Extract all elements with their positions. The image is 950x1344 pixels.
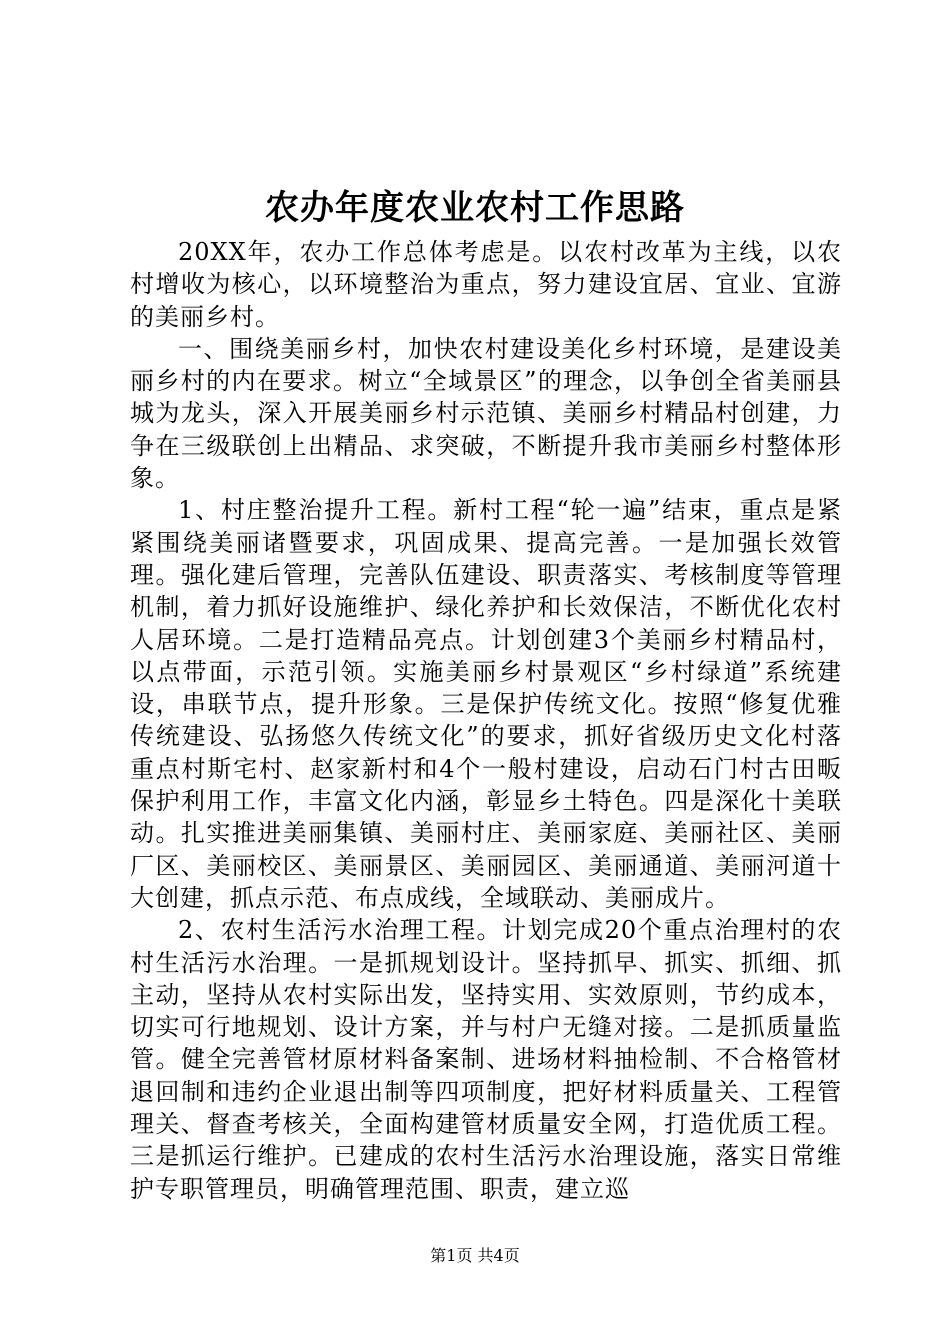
paragraph-sewage-treatment: 2、农村生活污水治理工程。计划完成20个重点治理村的农村生活污水治理。一是抓规划设计。坚持抓早、抓实、抓细、抓主动，坚持从农村实际出发，坚持实用、实效原则，节约成本，切实可行地规划、设计方案，并与村户无缝对接。二是抓质量监管。健全完善管材原材料备案制、进场材料抽检制、不合格管材退回制和违约企业退出制等四项制度，把好材料质量关、工程管理关、督查考核关，全面构建管材质量安全网，打造优质工程。三是抓运行维护。已建成的农村生活污水治理设施，落实日常维护专职管理员，明确管理范围、职责，建立巡 — [130, 916, 842, 1203]
document-title: 农办年度农业农村工作思路 — [265, 188, 685, 228]
paragraph-section-one: 一、围绕美丽乡村，加快农村建设美化乡村环境，是建设美丽乡村的内在要求。树立“全域景区”的理念，以争创全省美丽县城为龙头，深入开展美丽乡村示范镇、美丽乡村精品村创建，力争在三级联创上出精品、求突破，不断提升我市美丽乡村整体形象。 — [130, 334, 842, 493]
document-body — [130, 236, 842, 1205]
paragraph-intro: 20XX年，农办工作总体考虑是。以农村改革为主线，以农村增收为核心，以环境整治为重点，努力建设宜居、宜业、宜游的美丽乡村。 — [130, 238, 842, 331]
paragraph-village-renovation: 1、村庄整治提升工程。新村工程“轮一遍”结束，重点是紧紧围绕美丽诸暨要求，巩固成果、提高完善。一是加强长效管理。强化建后管理，完善队伍建设、职责落实、考核制度等管理机制，着力抓好设施维护、绿化养护和长效保洁，不断优化农村人居环境。二是打造精品亮点。计划创建3个美丽乡村精品村，以点带面，示范引领。实施美丽乡村景观区“乡村绿道”系统建设，串联节点，提升形象。三是保护传统文化。按照“修复优雅传统建设、弘扬悠久传统文化”的要求，抓好省级历史文化村落重点村斯宅村、赵家新村和4个一般村建设，启动石门村古田畈保护利用工作，丰富文化内涵，彰显乡土特色。四是深化十美联动。扎实推进美丽集镇、美丽村庄、美丽家庭、美丽社区、美丽厂区、美丽校区、美丽景区、美丽园区、美丽通道、美丽河道十大创建，抓点示范、布点成线，全域联动、美丽成片。 — [130, 496, 842, 912]
page-number-footer: 第1页 共4页 — [430, 1246, 520, 1265]
